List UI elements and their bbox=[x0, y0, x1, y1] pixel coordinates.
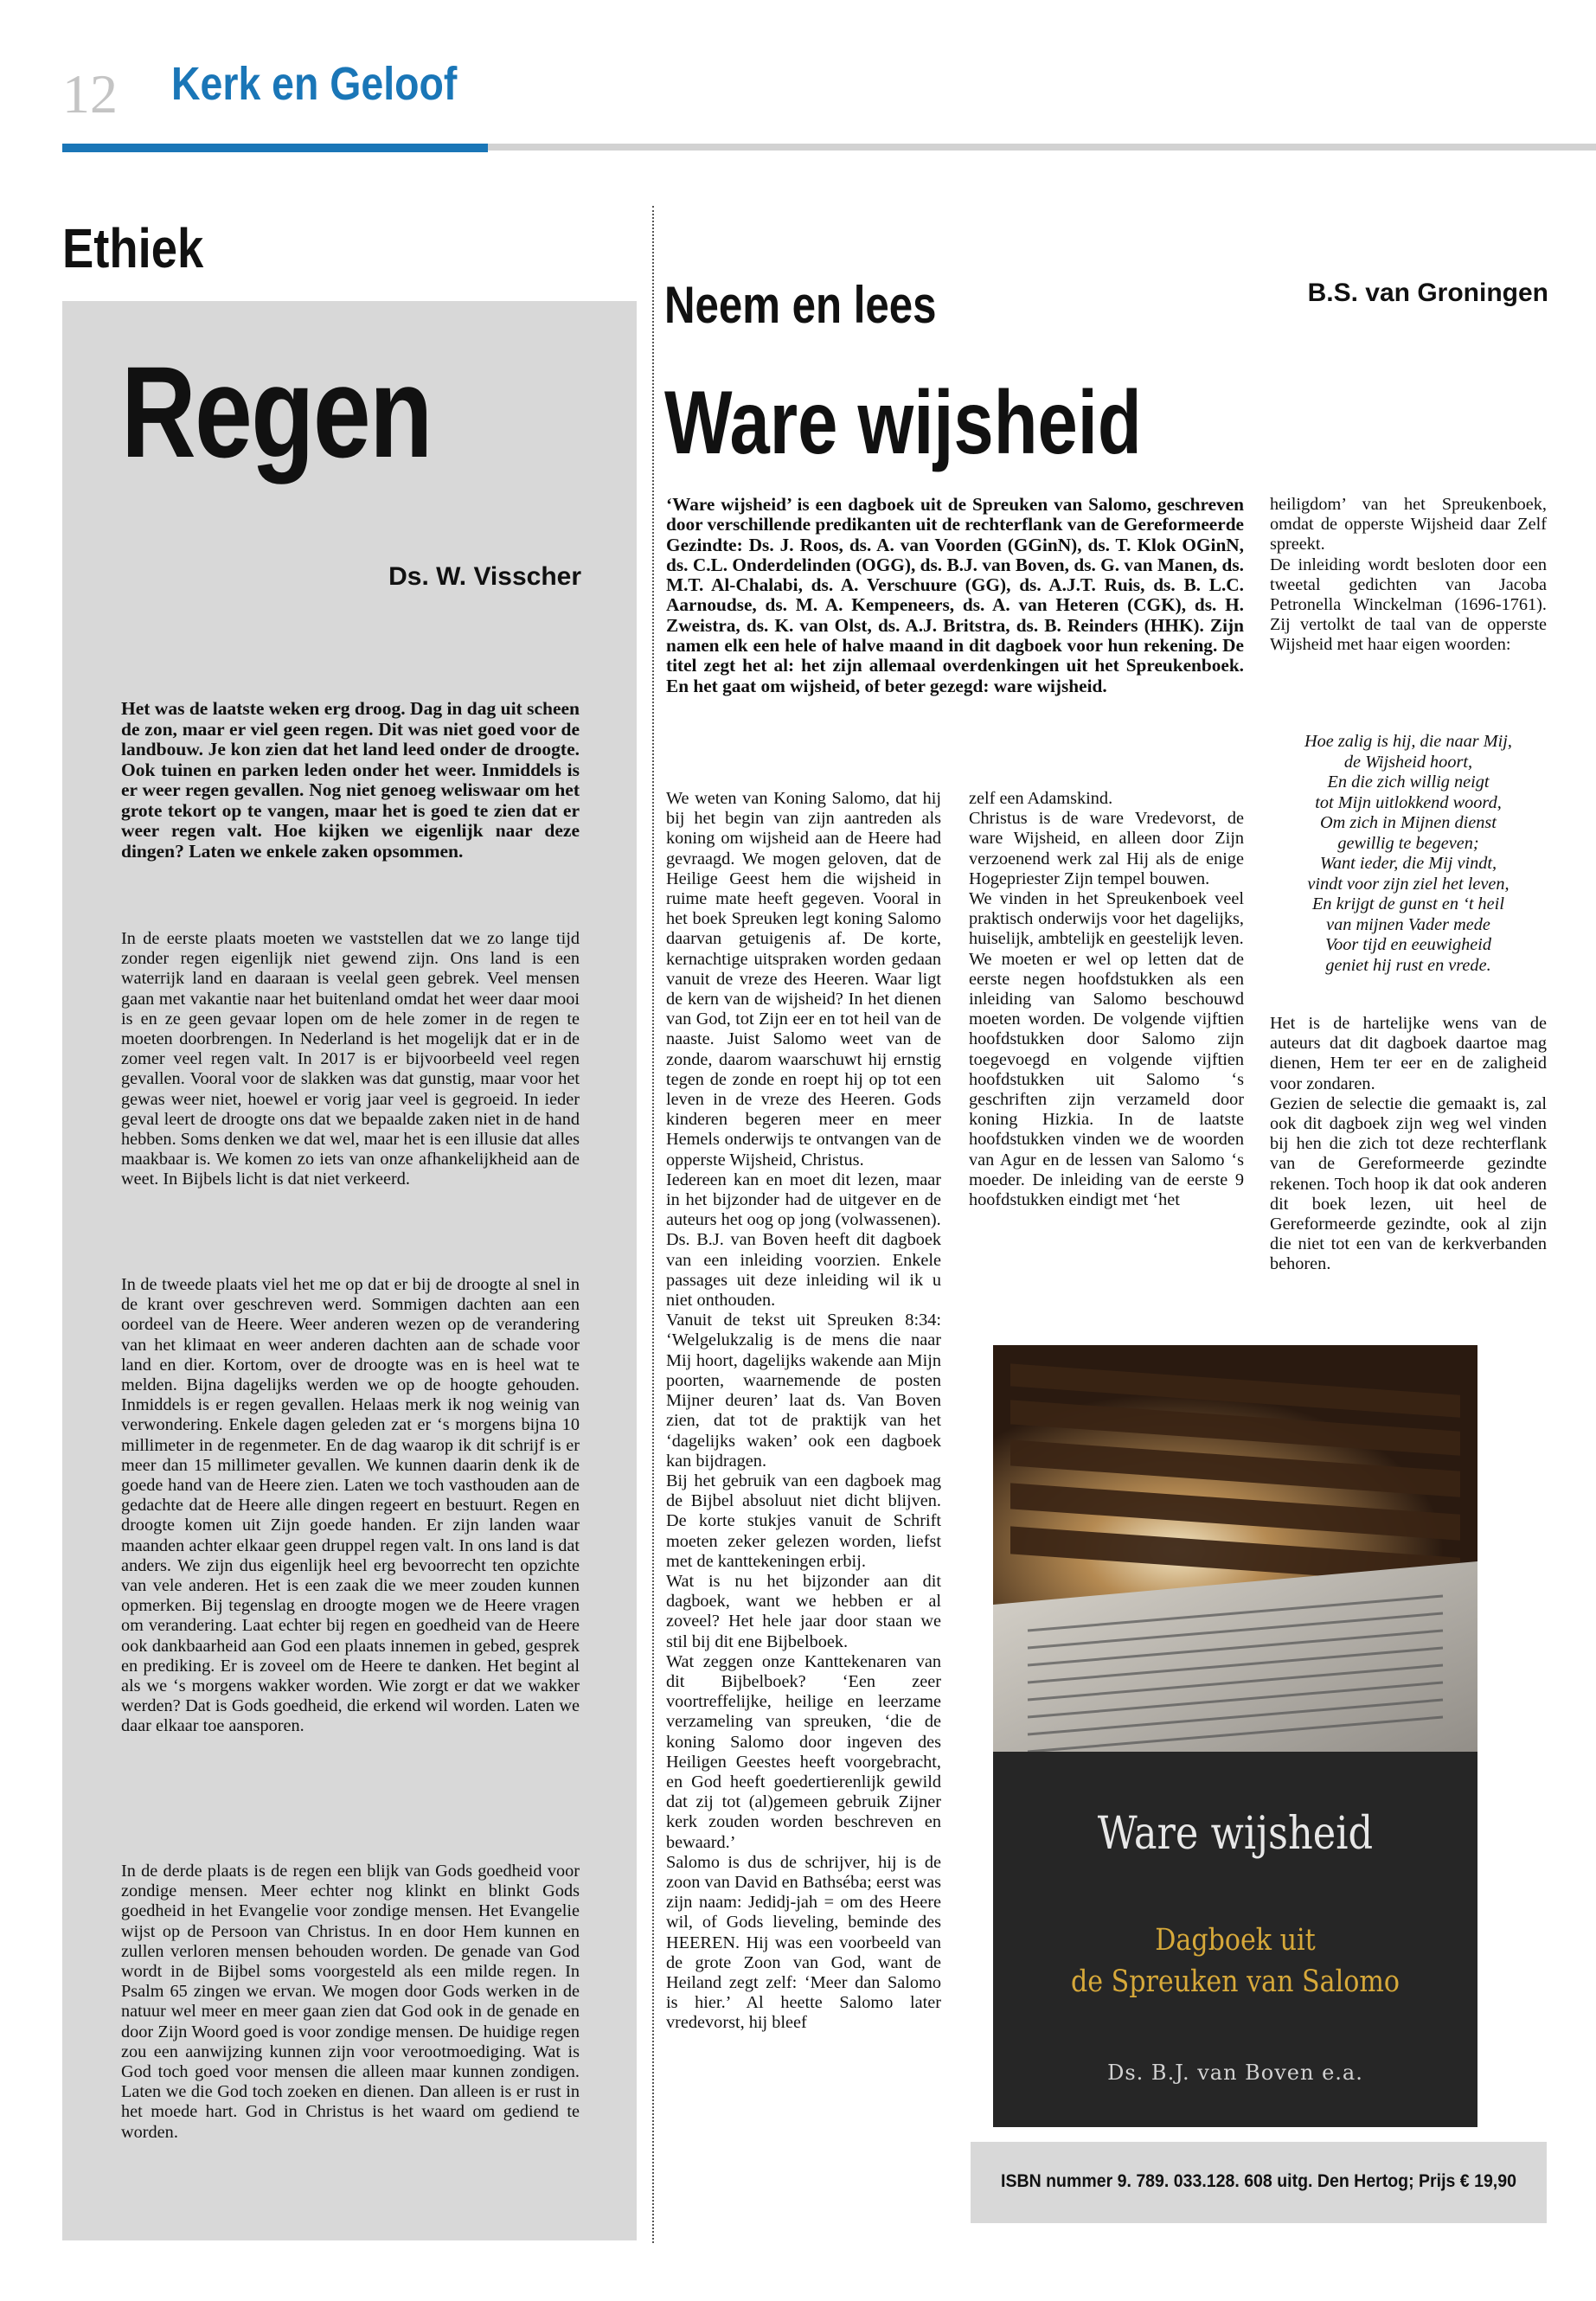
paragraph: Iedereen kan en moet dit lezen, maar in het bijzonder had de uitgever en de auteurs het oog op jong (volwassenen). bbox=[666, 1170, 941, 1230]
section-title: Kerk en Geloof bbox=[171, 58, 458, 110]
poem-line: Om zich in Mijnen dienst bbox=[1320, 813, 1497, 832]
left-article-title: Regen bbox=[121, 339, 432, 484]
poem-line: van mijnen Vader mede bbox=[1326, 914, 1490, 934]
paragraph: Bij het gebruik van een dagboek mag de Bijbel absoluut niet dicht blijven. De korte stukjes vanuit de Schrift moeten zeker gelezen worden, liefst met de kanttekeningen erbij. bbox=[666, 1471, 941, 1571]
paragraph: Vanuit de tekst uit Spreuken 8:34: ‘Welgelukzalig is de mens die naar Mij hoort, dagelijks wakende aan Mijn poorten, waarnemende de posten Mijner deuren’ laat ds. Van Boven zien, dat tot de praktijk van het ‘dagelijks waken’ ook een dagboek kan bijdragen. bbox=[666, 1311, 941, 1471]
header-rule-accent bbox=[62, 144, 488, 152]
book-cover-title: Ware wijsheid bbox=[1097, 1808, 1374, 1860]
right-article-column-a bbox=[666, 789, 941, 2034]
paragraph: Gezien de selectie die gemaakt is, zal ook dit dagboek zijn weg wel vinden bij hen die zich tot deze rechterflank van de Gereformeerde gezindte rekenen. Toch hoop ik dat ook anderen dit boek lezen, uit heel de Gereformeerde gezindte, ook al zijn die niet tot een van de kerkverbanden behoren. bbox=[1270, 1093, 1547, 1274]
paragraph: Het is de hartelijke wens van de auteurs dat dit dagboek daartoe mag dienen, Hem ter eer en de zaligheid voor zondaren. bbox=[1270, 1014, 1547, 1093]
left-article-author: Ds. W. Visscher bbox=[388, 562, 581, 591]
paragraph: heiligdom’ van het Spreukenboek, omdat de opperste Wijsheid daar Zelf spreekt. bbox=[1270, 495, 1547, 554]
poem-line: de Wijsheid hoort, bbox=[1343, 752, 1473, 772]
paragraph: We vinden in het Spreukenboek veel praktisch onderwijs voor het dagelijks, huiselijk, ambtelijk en geestelijk leven. bbox=[969, 889, 1244, 949]
book-cover-image bbox=[993, 1345, 1477, 2127]
right-article-title: Ware wijsheid bbox=[664, 373, 1142, 473]
paragraph: De inleiding wordt besloten door een tweetal gedichten van Jacoba Petronella Winckelman (1696-1761). Zij vertolkt de taal van de opperste Wijsheid met haar eigen woorden: bbox=[1270, 554, 1547, 655]
paragraph: Ds. B.J. van Boven heeft dit dagboek van een inleiding voorzien. Enkele passages uit deze inleiding wil ik u niet onthouden. bbox=[666, 1230, 941, 1311]
paragraph: Wat zeggen onze Kanttekenaren van dit Bijbelboek? ‘Een zeer voortreffelijke, heilige en leerzame verzameling van spreuken, ‘die de koning Salomo door ingeven des Heiligen Geestes heeft voorgebracht, en God heeft goedertierenlijk gewild dat zij tot (al)gemeen gebruik Zijner kerk zouden worden beschreven en bewaard.’ bbox=[666, 1651, 941, 1852]
left-article-paragraph-2: In de tweede plaats viel het me op dat er bij de droogte al snel in de krant over geschreven werd. Sommigen dachten aan een oordeel van de Heere. Weer anderen wezen op de verandering van het klimaat en weer anderen dachten aan de schade voor land en dier. Kortom, over de droogte was en is heel wat te melden. Bijna dagelijks werden we op de hoogte gehouden. Inmiddels is er regen gevallen. Helaas merk ik nog weinig van verwondering. Enkele dagen geleden zat er ‘s morgens bijna 10 millimeter in de regenmeter. En de dag waarop ik dit schrijf is er meer dan 15 millimeter gevallen. We kunnen daarin denk ik de goede hand van de Heere zien. Laten we toch vasthouden aan de gedachte dat de Heere alle dingen regeert en bestuurt. Regen en droogte komen uit Zijn goede handen. Er zijn landen waar maanden achter elkaar geen druppel regen valt. In ons land is dat anders. We zijn dus eigenlijk heel erg bevoorrecht ten opzichte van vele anderen. Het is een zaak die we meer zouden kunnen opmerken. Bij tegenslag en droogte mogen we de Heere vragen om verandering. Laat echter bij regen en goedheid van de Heere ook dankbaarheid aan God een plaats innemen in gebed, gesprek en prediking. Er is zoveel om de Heere te danken. Het begint al als we ‘s morgens wakker worden. Wie zorgt er dat we wakker werden? Dat is Gods goedheid, die erkend wil worden. Laten we daar elkaar toe aansporen. bbox=[121, 1275, 580, 1736]
right-article-author: B.S. van Groningen bbox=[1307, 279, 1548, 307]
poem-line: geniet hij rust en vrede. bbox=[1325, 955, 1491, 975]
paragraph: We moeten er wel op letten dat de eerste negen hoofdstukken als een inleiding van Salomo beschouwd moeten worden. De volgende vijftien hoofdstukken door Salomo zijn toegevoegd en volgende vijftien hoofdstukken uit Salomo ‘s geschriften zijn verzameld door koning Hizkia. In de laatste hoofdstukken vinden we de woorden van Agur en de lessen van Salomo ‘s moeder. De inleiding van de eerste 9 hoofdstukken eindigt met ‘het bbox=[969, 949, 1244, 1210]
right-article-intro: ‘Ware wijsheid’ is een dagboek uit de Spreuken van Salomo, geschreven door verschillende predikanten uit de rechterflank van de Gereformeerde Gezindte: Ds. J. Roos, ds. A. van Voorden (GGinN), ds. T. Klok OGinN, ds. C.L. Onderdelinden (OGG), ds. B.J. van Boven, ds. G. van Manen, ds. M.T. Al-Chalabi, ds. A. Verschuure (GG), ds. A.J.T. Ruis, ds. B. L.C. Aarnoudse, ds. M. A. Kempeneers, ds. A. van Heteren (CGK), ds. H. Zweistra, ds. K. van Olst, ds. A.J. Britstra, ds. B. Reinders (HHK). Zijn namen elk een hele of halve maand in dit dagboek voor hun rekening. De titel zegt het al: het zijn allemaal overdenkingen uit het Spreukenboek. En het gaat om wijsheid, of beter gezegd: ware wijsheid. bbox=[666, 494, 1245, 696]
left-article-intro: Het was de laatste weken erg droog. Dag in dag uit scheen de zon, maar er viel geen regen. Dit was niet goed voor de landbouw. Je kon zien dat het land leed onder de droogte. Ook tuinen en parken leden onder het weer. Inmiddels is er weer regen gevallen. Nog niet genoeg weliswaar om het grote tekort op te vangen, maar het is goed te zien dat er weer regen valt. Hoe kijken we eigenlijk naar deze dingen? Laten we enkele zaken opsommen. bbox=[121, 698, 580, 862]
paragraph: We weten van Koning Salomo, dat hij bij het begin van zijn aantreden als koning om wijsheid aan de Heere had gevraagd. We mogen geloven, dat de Heilige Geest hem die wijsheid in ruime mate heeft gegeven. Vooral in het boek Spreuken legt koning Salomo daarvan getuigenis af. De korte, kernachtige uitspraken worden gedaan vanuit de vreze des Heeren. Waar ligt de kern van de wijsheid? In het dienen van God, tot Zijn eer en tot heil van de naaste. Juist Salomo weet van de zonde, daarom waarschuwt hij ernstig tegen de zonde en roept hij op tot een leven in de vreze des Heeren. Gods kinderen begeren meer en meer Hemels onderwijs te ontvangen van de opperste Wijsheid, Christus. bbox=[666, 789, 941, 1170]
right-article-column-c bbox=[1270, 495, 1547, 656]
column-divider bbox=[652, 206, 654, 2243]
poem-line: En krijgt de gunst en ‘t heil bbox=[1312, 894, 1504, 913]
paragraph: Salomo is dus de schrijver, hij is de zoon van David en Bathséba; eerst was zijn naam: Jedidj-jah = om des Heere wil, of Gods lieveling, beminde des HEEREN. Hij was een voorbeeld van de grote Zoon van God, want de Heiland zegt zelf: ‘Meer dan Salomo is hier.’ Al heette Salomo later vredevorst, hij bleef bbox=[666, 1852, 941, 2033]
book-cover-subtitle: de Spreuken van Salomo bbox=[1070, 1965, 1401, 1999]
isbn-text: ISBN nummer 9. 789. 033.128. 608 uitg. Den Hertog; Prijs € 19,90 bbox=[1001, 2171, 1516, 2191]
poem-line: Hoe zalig is hij, die naar Mij, bbox=[1304, 732, 1512, 751]
poem-line: En die zich willig neigt bbox=[1327, 772, 1490, 792]
right-article-column-b bbox=[969, 789, 1244, 1210]
paragraph: zelf een Adamskind. bbox=[969, 789, 1113, 808]
poem-line: vindt voor zijn ziel het leven, bbox=[1307, 874, 1509, 894]
paragraph: Christus is de ware Vredevorst, de ware Wijsheid, en alleen door Zijn verzoenend werk zal Hij als de enige Hogepriester Zijn tempel bouwen. bbox=[969, 809, 1244, 888]
poem-line: gewillig te begeven; bbox=[1337, 833, 1479, 853]
poem-line: tot Mijn uitlokkend woord, bbox=[1315, 792, 1502, 812]
right-article-kicker: Neem en lees bbox=[664, 276, 937, 334]
paragraph: Wat is nu het bijzonder aan dit dagboek, want we hebben er al zoveel? Het hele jaar door staan we stil bij dit ene Bijbelboek. bbox=[666, 1571, 941, 1651]
poem-line: Want ieder, die Mij vindt, bbox=[1319, 854, 1497, 873]
poem-line: Voor tijd en eeuwigheid bbox=[1324, 935, 1492, 954]
left-article-paragraph-3: In de derde plaats is de regen een blijk van Gods goedheid voor zondige mensen. Meer echter nog klinkt en blinkt Gods goedheid in het Evangelie voor zondige mensen. Het Evangelie wijst op de Persoon van Christus. In en door Hem kunnen en zullen verloren mensen behouden worden. De genade van God wordt in de Bijbel soms voorgesteld als een milde regen. In Psalm 65 zingen we ervan. We mogen door Gods werken in de natuur wel meer en meer gaan zien dat God ook in de genade en door Zijn Woord goed is voor zondige mensen. De huidige regen zou een aanwijzing kunnen zijn voor verootmoediging. Wat is God toch goed voor mensen die alleen maar kunnen zondigen. Laten we die God toch zoeken en dienen. Dan alleen is er rust in het moede hart. God in Christus is het waard om gediend te worden. bbox=[121, 1862, 580, 2142]
page-number: 12 bbox=[62, 63, 118, 125]
left-article-paragraph-1: In de eerste plaats moeten we vaststellen dat we zo lange tijd zonder regen eigenlijk niet gewend zijn. Ons land is een waterrijk land en daaraan is veelal geen gebrek. Veel mensen gaan met vakantie naar het buitenland omdat het weer daar mooi is en ze geen gevaar lopen om de hele zomer in de regen te moeten doorbrengen. In Nederland is het mogelijk dat er in de zomer veel regen valt. In 2017 is er bijvoorbeeld veel regen gevallen. Vooral voor de slakken was dat gunstig, maar voor het gewas weer niet, hoewel er vorig jaar veel is gegroeid. In ieder geval leert de droogte ons dat we bepaalde zaken niet in de hand hebben. Soms denken we dat wel, maar het is een illusie dat alles maakbaar is. We komen zo iets van onze afhankelijkheid aan de weet. In Bijbels licht is dat niet verkeerd. bbox=[121, 929, 580, 1189]
poem bbox=[1270, 732, 1547, 976]
right-article-column-c-continued bbox=[1270, 1014, 1547, 1275]
book-cover-subtitle: Dagboek uit bbox=[1155, 1923, 1316, 1958]
left-article-kicker: Ethiek bbox=[62, 217, 204, 279]
book-cover-author: Ds. B.J. van Boven e.a. bbox=[1107, 2061, 1363, 2085]
book-cover-photo bbox=[993, 1345, 1477, 1778]
